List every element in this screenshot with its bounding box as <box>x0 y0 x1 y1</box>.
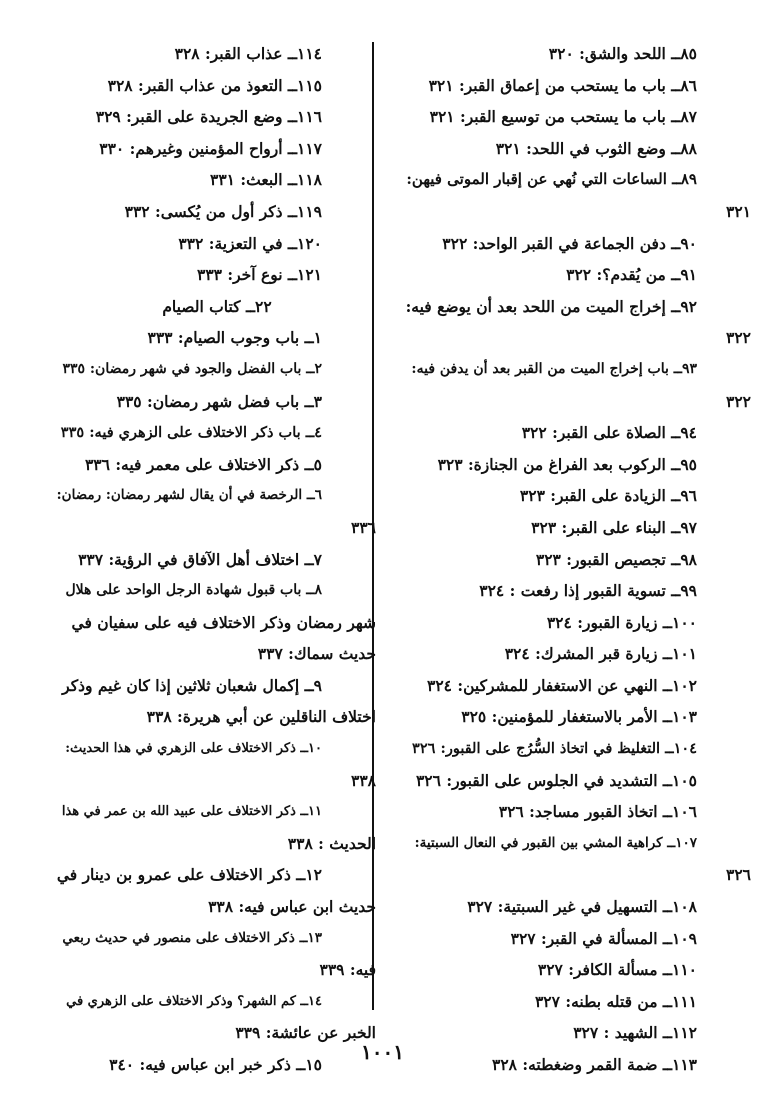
index-entry: شهر رمضان وذكر الاختلاف فيه على سفيان في <box>71 612 376 632</box>
index-entry: ٩٨ــ تجصيص القبور: ٣٢٣ <box>535 549 697 569</box>
index-entry: ١١٥ــ التعوذ من عذاب القبر: ٣٢٨ <box>107 75 322 95</box>
index-entry: ١١٤ــ عذاب القبر: ٣٢٨ <box>174 44 322 63</box>
page-number: ١٠٠١ <box>361 1040 404 1064</box>
index-entry: ١٠٧ــ كراهية المشي بين القبور في النعال السبتية: <box>414 834 697 851</box>
index-entry: ٣٢٦ <box>726 865 751 885</box>
index-entry: ١٠٢ــ النهي عن الاستغفار للمشركين: ٣٢٤ <box>427 675 697 695</box>
index-entry: ١٥ــ ذكر خبر ابن عباس فيه: ٣٤٠ <box>109 1055 322 1074</box>
index-entry: ١٠٥ــ التشديد في الجلوس على القبور: ٣٢٦ <box>415 770 697 790</box>
index-entry: الحديث : ٣٣٨ <box>287 833 376 853</box>
index-entry: ٩٦ــ الزيادة على القبر: ٣٢٣ <box>519 486 697 506</box>
index-entry: ١١٢ــ الشهيد : ٣٢٧ <box>573 1023 697 1043</box>
index-entry: ٩٠ــ دفن الجماعة في القبر الواحد: ٣٢٢ <box>442 233 697 253</box>
index-entry: ٢ــ باب الفضل والجود في شهر رمضان: ٣٣٥ <box>62 360 322 377</box>
right-column <box>406 38 751 1081</box>
index-entry: ١٠٤ــ التغليظ في اتخاذ السُّرُج على القبور: ٣٢٦ <box>412 740 697 758</box>
index-entry: ١١٦ــ وضع الجريدة على القبر: ٣٢٩ <box>95 107 322 127</box>
index-entry: ٨٨ــ وضع الثوب في اللحد: ٣٢١ <box>495 138 697 158</box>
index-entry: ١٠ــ ذكر الاختلاف على الزهري في هذا الحديث: <box>65 741 322 757</box>
index-entry: حديث سماك: ٣٣٧ <box>257 644 376 664</box>
index-entry: ١١١ــ من قتله بطنه: ٣٢٧ <box>534 991 697 1011</box>
index-entry: ١٠٩ــ المسألة في القبر: ٣٢٧ <box>510 928 697 948</box>
index-entry: ٣٢٢ <box>726 328 751 348</box>
index-entry: ١١٧ــ أرواح المؤمنين وغيرهم: ٣٣٠ <box>99 138 322 158</box>
index-entry: ٨٦ــ باب ما يستحب من إعماق القبر: ٣٢١ <box>428 75 697 95</box>
index-entry: ١١٩ــ ذكر أول من يُكسى: ٣٣٢ <box>124 201 322 221</box>
index-entry: ١٠٠ــ زيارة القبور: ٣٢٤ <box>546 612 697 632</box>
index-entry: ٩٤ــ الصلاة على القبر: ٣٢٢ <box>521 423 697 443</box>
index-entry: ٩ــ إكمال شعبان ثلاثين إذا كان غيم وذكر <box>62 675 322 695</box>
index-entry: ٨٥ــ اللحد والشق: ٣٢٠ <box>548 44 697 63</box>
index-entry: ٣ــ باب فضل شهر رمضان: ٣٣٥ <box>116 391 322 411</box>
index-entry: ٩٩ــ تسوية القبور إذا رفعت : ٣٢٤ <box>479 581 697 601</box>
index-entry: ٦ــ الرخصة في أن يقال لشهر رمضان: رمضان: <box>56 487 322 504</box>
section-heading: ٢٢ــ كتاب الصيام <box>162 296 272 316</box>
index-entry: ١٢١ــ نوع آخر: ٣٣٣ <box>197 265 322 285</box>
index-entry: ٥ــ ذكر الاختلاف على معمر فيه: ٣٣٦ <box>84 454 322 474</box>
index-entry: ٧ــ اختلاف أهل الآفاق في الرؤية: ٣٣٧ <box>78 549 322 569</box>
index-entry: ٨٩ــ الساعات التي نُهي عن إقبار الموتى فيهن: <box>406 170 697 189</box>
index-entry: ١٢٠ــ في التعزية: ٣٣٢ <box>178 233 322 253</box>
index-entry: ٨ــ باب قبول شهادة الرجل الواحد على هلال <box>65 582 322 599</box>
index-entry: ٣٣٦ <box>351 517 376 537</box>
index-entry: ٨٧ــ باب ما يستحب من توسيع القبر: ٣٢١ <box>429 107 697 127</box>
index-entry: فيه: ٣٣٩ <box>319 960 376 980</box>
index-entry: ١٤ــ كم الشهر؟ وذكر الاختلاف على الزهري في <box>66 993 322 1009</box>
index-entry: ١١٣ــ ضمة القمر وضغطته: ٣٢٨ <box>492 1055 697 1074</box>
index-entry: ١٠٦ــ اتخاذ القبور مساجد: ٣٢٦ <box>498 802 697 822</box>
left-column <box>58 38 376 1081</box>
index-entry: ١ــ باب وجوب الصيام: ٣٣٣ <box>147 328 322 348</box>
index-entry: ٣٢٢ <box>726 391 751 411</box>
index-entry: ٩٣ــ باب إخراج الميت من القبر بعد أن يدفن فيه: <box>411 360 697 377</box>
index-entry: اختلاف الناقلين عن أبي هريرة: ٣٣٨ <box>146 707 376 727</box>
index-entry: حديث ابن عباس فيه: ٣٣٨ <box>208 897 376 917</box>
index-entry: ١١ــ ذكر الاختلاف على عبيد الله بن عمر في هذا <box>61 804 322 820</box>
index-entry: ٩٧ــ البناء على القبر: ٣٢٣ <box>531 517 697 537</box>
index-entry: ٣٣٨ <box>351 770 376 790</box>
index-entry: ١١٨ــ البعث: ٣٣١ <box>210 170 322 190</box>
index-entry: ١٠٨ــ التسهيل في غير السبتية: ٣٢٧ <box>467 897 697 917</box>
index-entry: ١٣ــ ذكر الاختلاف على منصور في حديث ربعي <box>62 929 322 946</box>
index-entry: ١١٠ــ مسألة الكافر: ٣٢٧ <box>537 960 697 980</box>
index-entry: ١٢ــ ذكر الاختلاف على عمرو بن دينار في <box>56 865 322 885</box>
index-entry: ١٠٣ــ الأمر بالاستغفار للمؤمنين: ٣٢٥ <box>461 707 697 727</box>
index-entry: ١٠١ــ زيارة قبر المشرك: ٣٢٤ <box>504 644 697 664</box>
index-entry: ٤ــ باب ذكر الاختلاف على الزهري فيه: ٣٣٥ <box>60 424 322 442</box>
index-entry: ٩٥ــ الركوب بعد الفراغ من الجنازة: ٣٢٣ <box>437 454 697 474</box>
index-entry: ٩١ــ من يُقدم؟: ٣٢٢ <box>566 265 697 285</box>
index-entry: ٣٢١ <box>726 201 751 221</box>
index-entry: ٩٢ــ إخراج الميت من اللحد بعد أن يوضع فيه: <box>405 296 697 316</box>
index-entry: الخبر عن عائشة: ٣٣٩ <box>235 1023 376 1043</box>
